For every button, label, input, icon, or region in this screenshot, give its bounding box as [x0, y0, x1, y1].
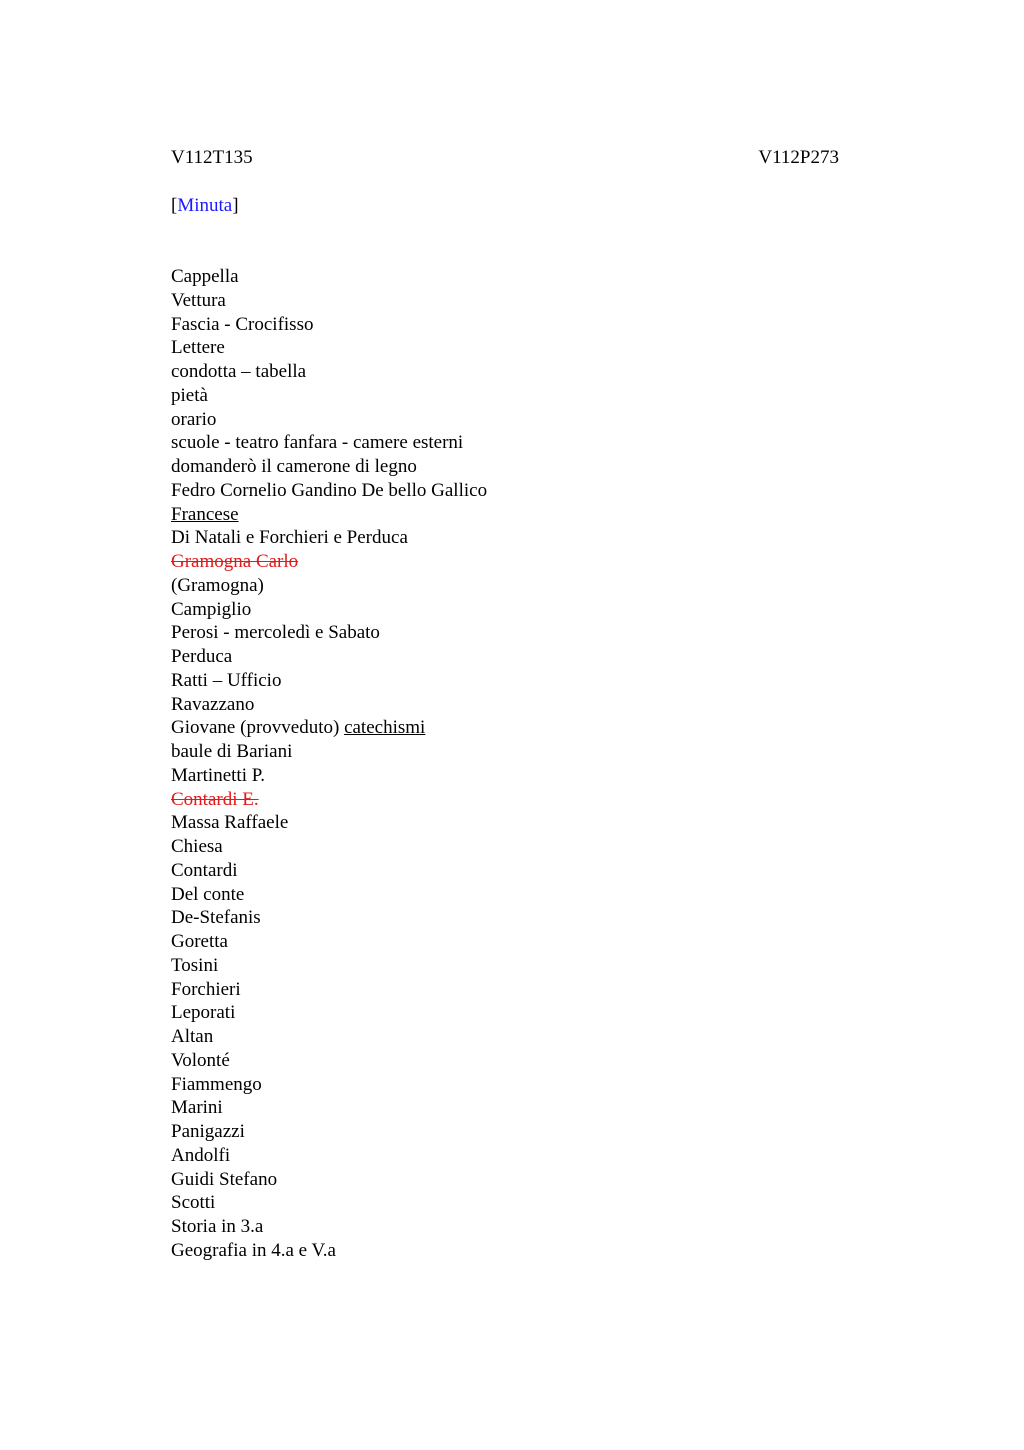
list-item — [171, 503, 487, 527]
minuta-note — [171, 194, 239, 218]
list-item: Storia in 3.a — [171, 1216, 264, 1237]
list-item: Guidi Stefano — [171, 1168, 278, 1190]
list-item: Contardi — [171, 859, 238, 881]
list-item: Martinetti P. — [171, 764, 265, 786]
list-item: baule di Bariani — [171, 741, 293, 762]
list-item: Massa Raffaele — [171, 812, 289, 834]
entry-list — [171, 265, 487, 1263]
list-item: Cappella — [171, 266, 239, 287]
list-item: condotta – tabella — [171, 361, 307, 382]
list-item: Forchieri — [171, 978, 241, 1000]
list-item: Panigazzi — [171, 1121, 245, 1142]
list-item: Lettere — [171, 337, 225, 359]
list-item: Vettura — [171, 289, 226, 311]
list-item: Fedro Cornelio Gandino De bello Gallico — [171, 479, 488, 501]
list-item: Ravazzano — [171, 693, 255, 715]
list-item: Altan — [171, 1026, 214, 1047]
list-item: Ratti – Ufficio — [171, 669, 282, 691]
list-item: Goretta — [171, 931, 228, 952]
minuta-label: Minuta — [177, 195, 233, 216]
list-item: Del conte — [171, 883, 245, 905]
list-item: orario — [171, 408, 217, 430]
document-header — [171, 146, 839, 170]
list-item: Chiesa — [171, 836, 223, 857]
list-item: Scotti — [171, 1192, 216, 1214]
list-item: Perduca — [171, 646, 233, 667]
list-item: (Gramogna) — [171, 574, 264, 596]
list-item: Andolfi — [171, 1144, 231, 1166]
list-item: Fiammengo — [171, 1073, 262, 1095]
underlined-entry: catechismi — [344, 717, 426, 739]
document-code-left: V112T135 — [171, 147, 253, 168]
list-item: Marini — [171, 1097, 223, 1119]
list-item: domanderò il camerone di legno — [171, 456, 417, 477]
list-item: De-Stefanis — [171, 907, 261, 929]
entry-prefix: Giovane (provveduto) — [171, 717, 345, 739]
list-item: Fascia - Crocifisso — [171, 313, 314, 335]
list-item: Tosini — [171, 954, 219, 976]
struck-entry: Contardi E. — [171, 788, 259, 810]
document-code-right: V112P273 — [758, 147, 839, 168]
list-item: pietà — [171, 384, 208, 406]
list-item: Campiglio — [171, 598, 252, 620]
list-item: Volonté — [171, 1049, 230, 1071]
list-item: scuole - teatro fanfara - camere esterni — [171, 432, 464, 454]
close-bracket: ] — [232, 195, 239, 216]
document-body — [171, 146, 839, 1261]
list-item: Leporati — [171, 1002, 236, 1024]
list-item: Perosi - mercoledì e Sabato — [171, 622, 380, 644]
list-item — [171, 788, 487, 812]
list-item — [171, 716, 487, 740]
list-item: Di Natali e Forchieri e Perduca — [171, 527, 408, 549]
list-item: Geografia in 4.a e V.a — [171, 1239, 336, 1261]
struck-entry: Gramogna Carlo — [171, 551, 299, 572]
underlined-entry: Francese — [171, 503, 239, 525]
open-bracket: [ — [171, 195, 178, 216]
list-item — [171, 550, 487, 574]
